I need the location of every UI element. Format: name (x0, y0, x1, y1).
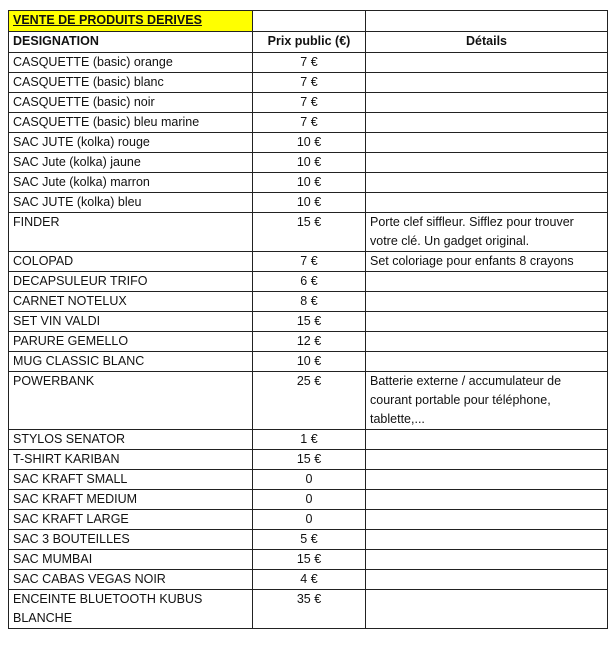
designation-cell: CASQUETTE (basic) blanc (9, 73, 253, 93)
header-price: Prix public (€) (253, 32, 366, 53)
table-row (9, 173, 608, 193)
table-row (9, 153, 608, 173)
details-cell: Porte clef siffleur. Sifflez pour trouver votre clé. Un gadget original. (366, 213, 608, 252)
designation-cell: SAC Jute (kolka) marron (9, 173, 253, 193)
price-cell: 0 (253, 490, 366, 510)
price-cell: 15 € (253, 550, 366, 570)
details-cell (366, 332, 608, 352)
designation-cell: FINDER (9, 213, 253, 252)
price-cell: 12 € (253, 332, 366, 352)
designation-cell: SAC CABAS VEGAS NOIR (9, 570, 253, 590)
table-title: VENTE DE PRODUITS DERIVES (9, 11, 253, 32)
details-cell (366, 570, 608, 590)
table-row (9, 450, 608, 470)
price-cell: 0 (253, 470, 366, 490)
table-row (9, 430, 608, 450)
details-cell (366, 352, 608, 372)
designation-cell: SAC Jute (kolka) jaune (9, 153, 253, 173)
products-table (8, 10, 608, 629)
price-cell: 10 € (253, 133, 366, 153)
table-row (9, 133, 608, 153)
details-cell (366, 153, 608, 173)
details-cell: Set coloriage pour enfants 8 crayons (366, 252, 608, 272)
price-cell: 10 € (253, 173, 366, 193)
designation-cell: SAC KRAFT LARGE (9, 510, 253, 530)
price-cell: 8 € (253, 292, 366, 312)
designation-cell: CASQUETTE (basic) orange (9, 53, 253, 73)
designation-cell: COLOPAD (9, 252, 253, 272)
header-details: Détails (366, 32, 608, 53)
details-cell (366, 133, 608, 153)
table-row (9, 252, 608, 272)
designation-cell: POWERBANK (9, 372, 253, 430)
details-cell (366, 312, 608, 332)
table-row (9, 470, 608, 490)
details-cell (366, 73, 608, 93)
price-cell: 10 € (253, 193, 366, 213)
price-cell: 7 € (253, 93, 366, 113)
price-cell: 25 € (253, 372, 366, 430)
details-cell (366, 113, 608, 133)
table-row (9, 550, 608, 570)
table-row (9, 570, 608, 590)
price-cell: 10 € (253, 153, 366, 173)
details-cell (366, 590, 608, 629)
price-cell: 10 € (253, 352, 366, 372)
designation-cell: SAC KRAFT SMALL (9, 470, 253, 490)
price-cell: 15 € (253, 213, 366, 252)
table-row (9, 312, 608, 332)
header-designation: DESIGNATION (9, 32, 253, 53)
details-cell (366, 530, 608, 550)
designation-cell: CASQUETTE (basic) bleu marine (9, 113, 253, 133)
table-row (9, 272, 608, 292)
price-cell: 35 € (253, 590, 366, 629)
details-cell (366, 510, 608, 530)
designation-cell: SAC 3 BOUTEILLES (9, 530, 253, 550)
title-empty-cell (253, 11, 366, 32)
details-cell (366, 173, 608, 193)
designation-cell: MUG CLASSIC BLANC (9, 352, 253, 372)
details-cell (366, 470, 608, 490)
table-row (9, 590, 608, 629)
details-cell (366, 193, 608, 213)
details-cell (366, 490, 608, 510)
title-empty-cell (366, 11, 608, 32)
table-row (9, 490, 608, 510)
price-cell: 7 € (253, 73, 366, 93)
price-cell: 7 € (253, 113, 366, 133)
table-row (9, 93, 608, 113)
details-cell (366, 450, 608, 470)
details-cell (366, 550, 608, 570)
designation-cell: STYLOS SENATOR (9, 430, 253, 450)
details-cell: Batterie externe / accumulateur de courant portable pour téléphone, tablette,... (366, 372, 608, 430)
table-row (9, 53, 608, 73)
designation-cell: CARNET NOTELUX (9, 292, 253, 312)
price-cell: 1 € (253, 430, 366, 450)
price-cell: 7 € (253, 53, 366, 73)
designation-cell: SAC JUTE (kolka) bleu (9, 193, 253, 213)
table-row (9, 73, 608, 93)
table-row (9, 372, 608, 430)
price-cell: 7 € (253, 252, 366, 272)
table-row (9, 332, 608, 352)
designation-cell: T-SHIRT KARIBAN (9, 450, 253, 470)
designation-cell: SAC KRAFT MEDIUM (9, 490, 253, 510)
designation-cell: ENCEINTE BLUETOOTH KUBUS BLANCHE (9, 590, 253, 629)
designation-cell: CASQUETTE (basic) noir (9, 93, 253, 113)
table-row (9, 530, 608, 550)
table-row (9, 292, 608, 312)
table-row (9, 213, 608, 252)
header-row (9, 32, 608, 53)
price-cell: 5 € (253, 530, 366, 550)
table-row (9, 352, 608, 372)
price-cell: 0 (253, 510, 366, 530)
designation-cell: DECAPSULEUR TRIFO (9, 272, 253, 292)
designation-cell: PARURE GEMELLO (9, 332, 253, 352)
table-row (9, 193, 608, 213)
details-cell (366, 93, 608, 113)
details-cell (366, 292, 608, 312)
title-row (9, 11, 608, 32)
price-cell: 15 € (253, 312, 366, 332)
price-cell: 6 € (253, 272, 366, 292)
designation-cell: SAC MUMBAI (9, 550, 253, 570)
designation-cell: SET VIN VALDI (9, 312, 253, 332)
details-cell (366, 272, 608, 292)
price-cell: 15 € (253, 450, 366, 470)
table-row (9, 113, 608, 133)
price-cell: 4 € (253, 570, 366, 590)
details-cell (366, 53, 608, 73)
table-row (9, 510, 608, 530)
details-cell (366, 430, 608, 450)
designation-cell: SAC JUTE (kolka) rouge (9, 133, 253, 153)
